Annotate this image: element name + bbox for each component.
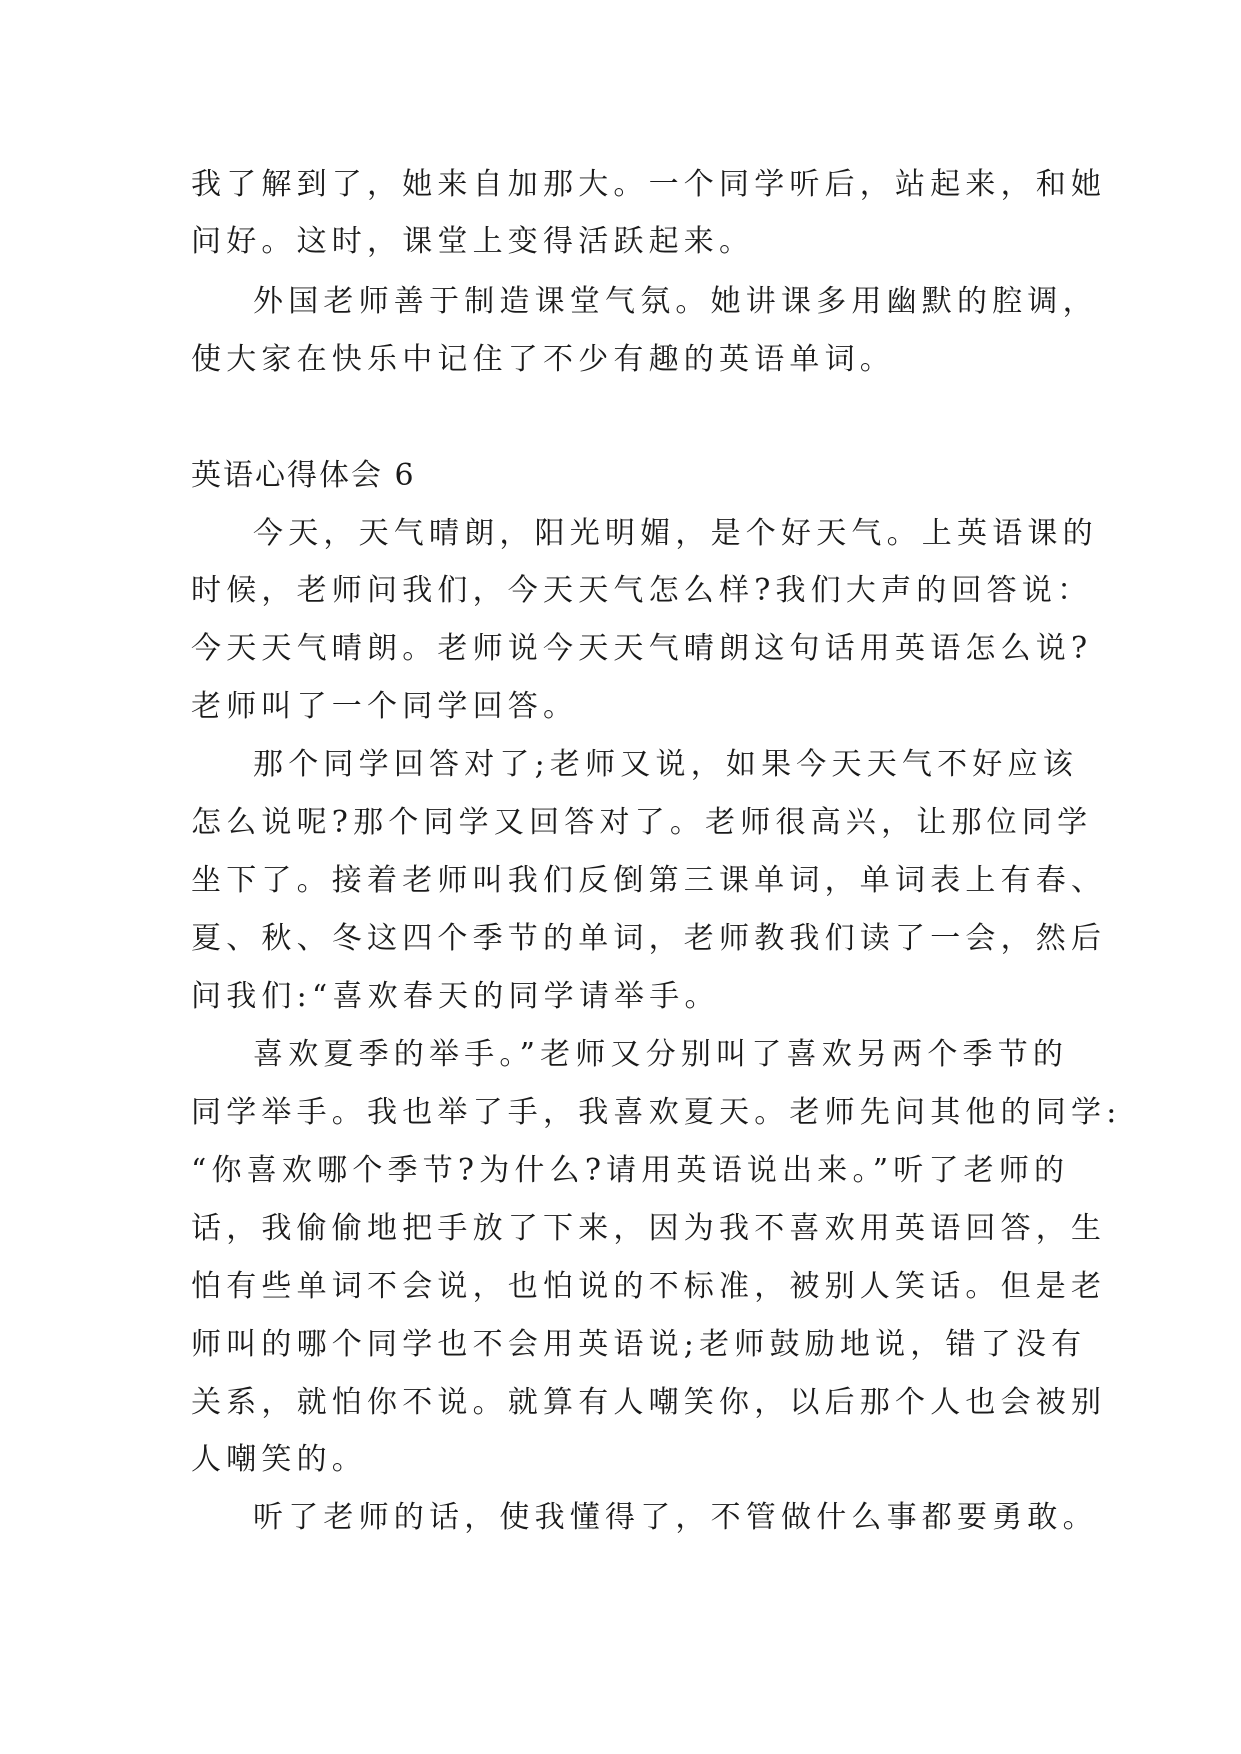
paragraph-line: 怕有些单词不会说，也怕说的不标准，被别人笑话。但是老 bbox=[191, 1269, 1107, 1304]
paragraph-line: 师叫的哪个同学也不会用英语说;老师鼓励地说，错了没有 bbox=[191, 1327, 1087, 1362]
paragraph-line: 话，我偷偷地把手放了下来，因为我不喜欢用英语回答，生 bbox=[191, 1211, 1107, 1246]
paragraph-line: 坐下了。接着老师叫我们反倒第三课单词，单词表上有春、 bbox=[191, 863, 1107, 898]
paragraph-line: 同学举手。我也举了手，我喜欢夏天。老师先问其他的同学: bbox=[191, 1095, 1122, 1130]
paragraph-line: 老师叫了一个同学回答。 bbox=[191, 689, 579, 724]
paragraph-line: 今天天气晴朗。老师说今天天气晴朗这句话用英语怎么说? bbox=[191, 631, 1093, 666]
paragraph-line: 关系，就怕你不说。就算有人嘲笑你，以后那个人也会被别 bbox=[191, 1385, 1107, 1420]
paragraph-line: 问好。这时，课堂上变得活跃起来。 bbox=[191, 224, 755, 259]
paragraph-line: 问我们:“喜欢春天的同学请举手。 bbox=[191, 979, 720, 1014]
paragraph-line: 那个同学回答对了;老师又说，如果今天天气不好应该 bbox=[253, 747, 1078, 782]
paragraph-line: 喜欢夏季的举手。”老师又分别叫了喜欢另两个季节的 bbox=[253, 1037, 1069, 1072]
paragraph-line: 今天，天气晴朗，阳光明媚，是个好天气。上英语课的 bbox=[253, 516, 1098, 551]
paragraph-line: 使大家在快乐中记住了不少有趣的英语单词。 bbox=[191, 342, 895, 377]
paragraph-line: 我了解到了，她来自加那大。一个同学听后，站起来，和她 bbox=[191, 167, 1107, 202]
paragraph-line: 夏、秋、冬这四个季节的单词，老师教我们读了一会，然后 bbox=[191, 921, 1107, 956]
paragraph-line: “你喜欢哪个季节?为什么?请用英语说出来。”听了老师的 bbox=[191, 1153, 1070, 1188]
paragraph-line: 外国老师善于制造课堂气氛。她讲课多用幽默的腔调， bbox=[253, 284, 1098, 319]
paragraph-line: 时候，老师问我们，今天天气怎么样?我们大声的回答说： bbox=[191, 573, 1093, 608]
paragraph-line: 怎么说呢?那个同学又回答对了。老师很高兴，让那位同学 bbox=[191, 805, 1093, 840]
section-heading: 英语心得体会 6 bbox=[191, 458, 416, 493]
paragraph-line: 人嘲笑的。 bbox=[191, 1442, 367, 1477]
paragraph-line: 听了老师的话，使我懂得了，不管做什么事都要勇敢。 bbox=[253, 1500, 1098, 1535]
